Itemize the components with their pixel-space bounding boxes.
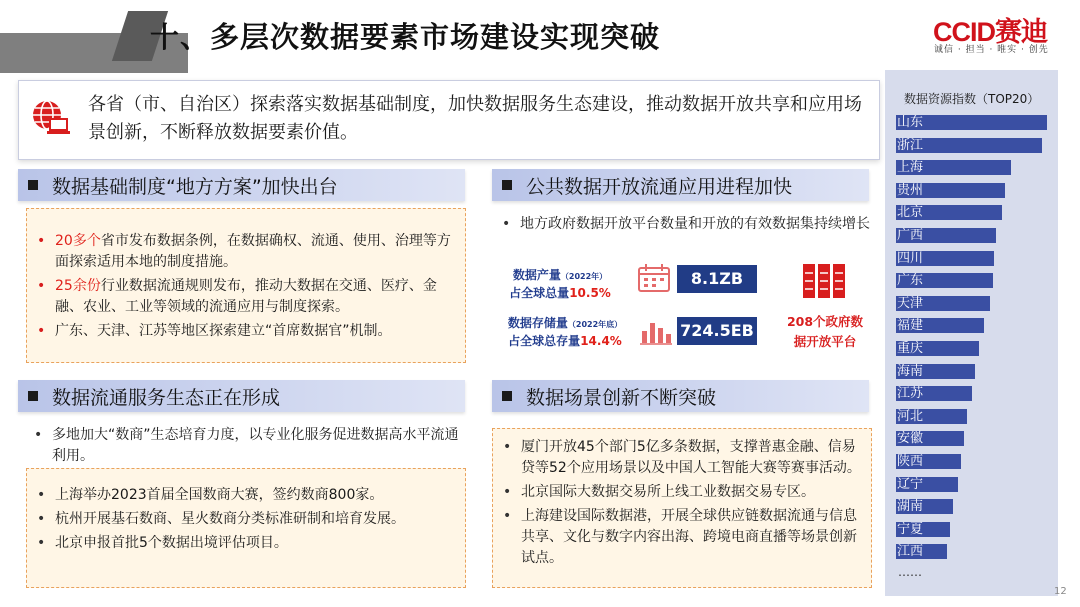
stat-data-storage-label: 数据存储量（2022年底） 占全球总存量14.4% [507, 316, 623, 348]
section-title: 数据场景创新不断突破 [526, 387, 717, 409]
bar-chart-icon [639, 317, 673, 345]
stat-data-output-label: 数据产量（2022年） 占全球总量10.5% [509, 268, 611, 300]
ranking-bar-label: 河北 [897, 408, 924, 424]
chart-title: 数据资源指数（TOP20） [904, 92, 1040, 106]
ranking-bar-label: 海南 [897, 363, 924, 379]
ranking-bar-label: 江苏 [897, 386, 924, 402]
list-item: • 北京国际大数据交易所上线工业数据交易专区。 [493, 482, 865, 503]
open-platforms-count: 208个政府数 据开放平台 [786, 314, 864, 349]
ranking-bar-label: 安徽 [897, 431, 924, 447]
data-circulation-box [26, 468, 466, 588]
section-bullet-square [28, 180, 38, 190]
globe-computer-icon [30, 98, 70, 138]
ranking-bar-label: 山东 [897, 115, 924, 130]
ranking-bar-label: 湖南 [897, 499, 924, 515]
section-bullet-square [28, 391, 38, 401]
ranking-bar-label: 重庆 [897, 341, 924, 356]
list-item: • 广东、天津、江苏等地区探索建立“首席数据官”机制。 [27, 321, 455, 342]
ccid-slogan: 诚信 · 担当 · 唯实 · 创先 [934, 45, 1049, 55]
ranking-bar-label: 浙江 [897, 137, 924, 153]
ranking-bar-label: 福建 [897, 318, 924, 334]
list-item: • 多地加大“数商”生态培育力度，以专业化服务促进数据高水平流通利用。 [24, 425, 464, 467]
list-item: • 厦门开放45个部门5亿多条数据，支撑普惠金融、信易贷等52个应用场景以及中国人工智能大赛等赛事活动。 [493, 437, 865, 479]
scenario-innovation-box [492, 428, 872, 588]
ranking-bar-label: 天津 [897, 295, 924, 311]
section-title: 数据流通服务生态正在形成 [52, 387, 281, 409]
stat-data-storage-value: 724.5EB [677, 317, 757, 345]
stat-data-output-value: 8.1ZB [677, 265, 757, 293]
ranking-bar-label: 广东 [897, 273, 924, 289]
list-item: • 地方政府数据开放平台数量和开放的有效数据集持续增长 [492, 214, 870, 235]
page-title: 十、多层次数据要素市场建设实现突破 [150, 20, 661, 54]
intro-text: 各省（市、自治区）探索落实数据基础制度，加快数据服务生态建设，推动数据开放共享和应用场景创新，不断释放数据要素价值。 [88, 94, 862, 143]
calendar-icon [637, 263, 671, 293]
ranking-bar-label: 贵州 [897, 182, 924, 198]
list-item: • 上海举办2023首届全国数商大赛，签约数商800家。 [27, 485, 465, 506]
ranking-bar-label: 四川 [897, 250, 924, 266]
section-header-public-data [492, 169, 869, 201]
ranking-bar-label: 陕西 [897, 454, 924, 469]
server-icon [801, 260, 847, 300]
list-item: • 上海建设国际数据港，开展全球供应链数据流通与信息共享、文化与数字内容出海、跨境电商直播等场景创新试点。 [493, 506, 865, 569]
list-item: • 20多个省市发布数据条例，在数据确权、流通、使用、治理等方面探索适用本地的制度措施。 [27, 231, 455, 273]
section-bullet-square [502, 391, 512, 401]
ranking-bar-label: 辽宁 [897, 476, 924, 492]
ccid-logo: CCID赛迪 [933, 17, 1047, 47]
list-item: • 杭州开展基石数商、星火数商分类标准研制和培育发展。 [27, 509, 465, 530]
section-title: 数据基础制度“地方方案”加快出台 [52, 176, 338, 198]
page-number: 12 [1054, 586, 1067, 597]
section-title: 公共数据开放流通应用进程加快 [526, 176, 793, 198]
list-item: • 25余份行业数据流通规则发布，推动大数据在交通、医疗、金融、农业、工业等领域的流通应用与制度探索。 [27, 276, 455, 318]
section-bullet-square [502, 180, 512, 190]
ranking-bar-label: 江西 [897, 544, 924, 560]
list-item: • 北京申报首批5个数据出境评估项目。 [27, 533, 465, 554]
ranking-ellipsis: …… [898, 565, 922, 579]
section-header-scenario-innovation [492, 380, 869, 412]
basic-system-box [26, 208, 466, 363]
ranking-bar-label: 北京 [897, 205, 924, 221]
ranking-bar-label: 上海 [897, 160, 924, 176]
ranking-bar-label: 宁夏 [897, 521, 924, 537]
section-header-basic-system [18, 169, 465, 201]
ranking-bar-label: 广西 [897, 228, 924, 243]
section-header-data-circulation [18, 380, 465, 412]
